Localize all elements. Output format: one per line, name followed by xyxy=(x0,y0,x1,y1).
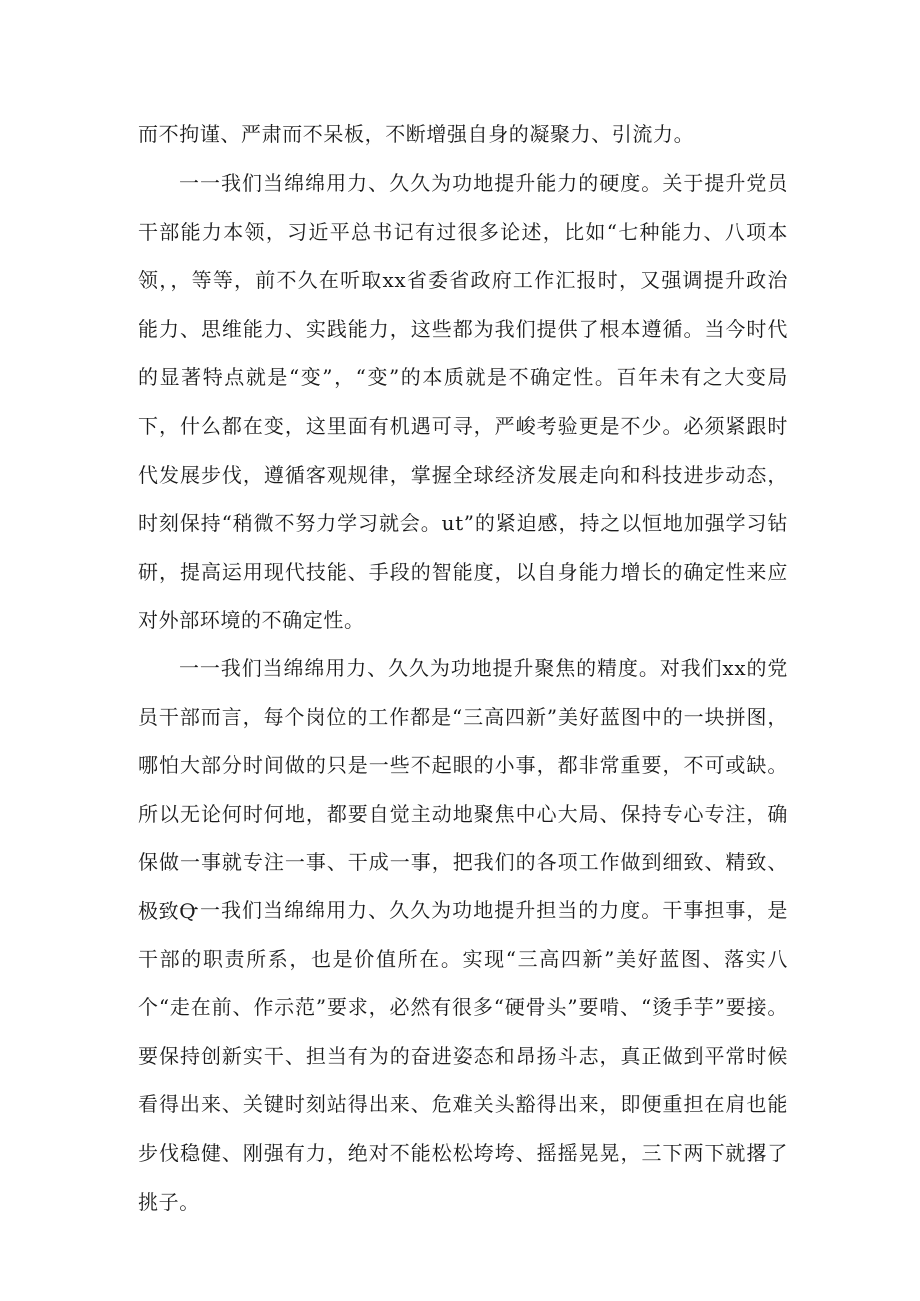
paragraph-focus: 一一我们当绵绵用力、久久为功地提升聚焦的精度。对我们xx的党员干部而言，每个岗位的工作都是“三高四新”美好蓝图中的一块拼图，哪怕大部分时间做的只是一些不起眼的小事，都非常重要，不可或缺。所以无论何时何地，都要自觉主动地聚焦中心大局、保持专心专注，确保做一事就专注一事、干成一事，把我们的各项工作做到细致、精致、极致Q xyxy=(138,656,788,923)
paragraph-responsibility: 一一我们当绵绵用力、久久为功地提升担当的力度。干事担事，是干部的职责所系，也是价值所在。实现“三高四新”美好蓝图、落实八个“走在前、作示范”要求，必然有很多“硬骨头”要啃、“烫手芋”要接。要保持创新实干、担当有为的奋进姿态和昂扬斗志，真正做到平常时候看得出来、关键时刻站得出来、危难关头豁得出来，即便重担在肩也能步伐稳健、刚强有力，绝对不能松松垮垮、摇摇晃晃，三下两下就撂了挑子。 xyxy=(138,898,788,1214)
paragraph-ability: 一一我们当绵绵用力、久久为功地提升能力的硬度。关于提升党员干部能力本领，习近平总书记有过很多论述，比如“七种能力、八项本领，，等等，前不久在听取xx省委省政府工作汇报时，又强调提升政治能力、思维能力、实践能力，这些都为我们提供了根本遵循。当今时代的显著特点就是“变”，“变”的本质就是不确定性。百年未有之大变局下，什么都在变，这里面有机遇可寻，严峻考验更是不少。必须紧跟时代发展步伐，遵循客观规律，掌握全球经济发展走向和科技进步动态，时刻保持“稍微不努力学习就会。ut”的紧迫感，持之以恒地加强学习钻研，提高运用现代技能、手段的智能度，以自身能力增长的确定性来应对外部环境的不确定性。 xyxy=(138,171,788,633)
paragraph-continuation: 而不拘谨、严肃而不呆板，不断增强自身的凝聚力、引流力。 xyxy=(138,122,695,146)
